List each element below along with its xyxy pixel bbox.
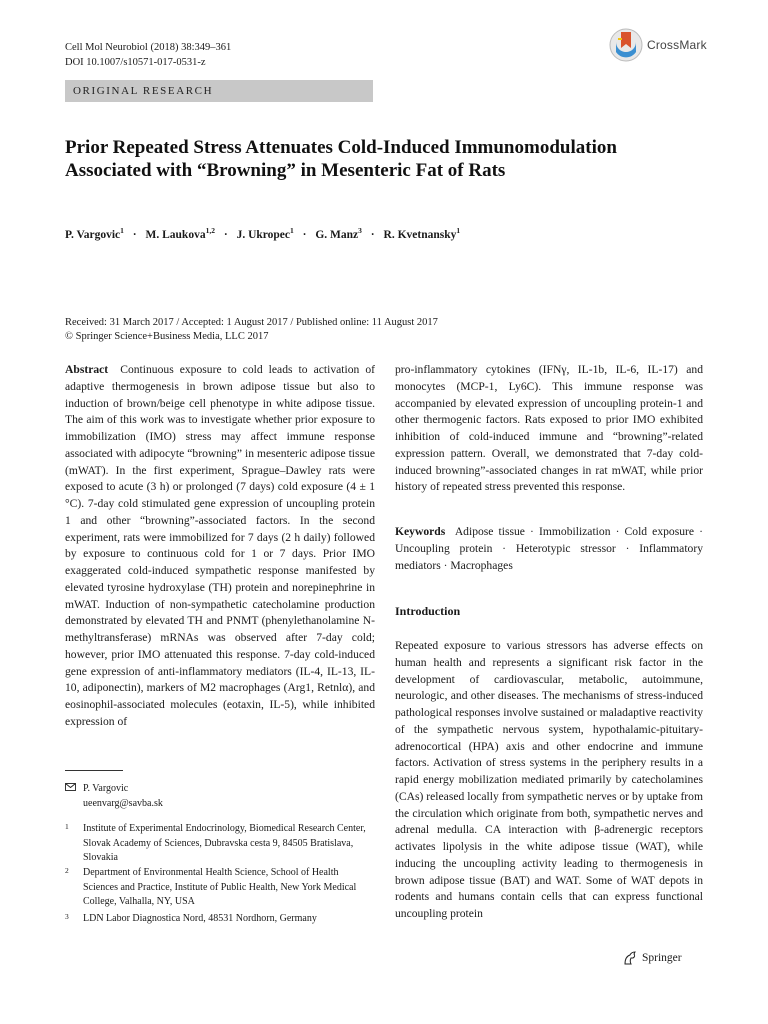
crossmark-icon	[609, 28, 643, 62]
corresponding-email[interactable]: ueenvarg@savba.sk	[83, 797, 163, 809]
author-separator: ·	[132, 228, 137, 241]
crossmark-label: CrossMark	[647, 38, 707, 52]
author-name[interactable]: J. Ukropec	[236, 228, 291, 241]
affiliation-text: Institute of Experimental Endocrinology, Biomedical Research Center, Slovak Academy of Sciences, Dubravska cesta 9, 84505 Bratislava, Slovakia	[83, 823, 366, 863]
affiliation-number: 2	[65, 866, 69, 875]
author-affiliation-mark: 1	[456, 226, 461, 235]
introduction-body	[395, 638, 703, 923]
author-name[interactable]: R. Kvetnansky	[383, 228, 457, 241]
abstract-paragraph	[65, 362, 375, 731]
affiliation-text: Department of Environmental Health Science, School of Health Sciences and Practice, Institute of Public Health, New York Medical College, Valhalla, NY, USA	[83, 867, 357, 907]
keywords-text: Adipose tissue · Immobilization · Cold exposure · Uncoupling protein · Heterotypic stressor · Inflammatory mediators · Macrophages	[395, 525, 703, 572]
author-affiliation-mark: 3	[358, 226, 362, 235]
author-name[interactable]: M. Laukova	[145, 228, 206, 241]
abstract-continuation: pro-inflammatory cytokines (IFNγ, IL-1b, IL-6, IL-17) and monocytes (MCP-1, Ly6C). This immune response was accompanied by elevated expression of uncoupling protein-1 and other thermogenic factors. Rats exposed to prior IMO exhibited inhibition of cold-induced immune and “browning”-related expression pattern. Overall, we demonstrated that 7-day cold-induced browning”-associated changes in rat mWAT, while prior history of repeated stress prevented this response.	[395, 363, 703, 494]
journal-citation: Cell Mol Neurobiol (2018) 38:349–361	[65, 42, 232, 53]
affiliation-item	[65, 912, 375, 927]
crossmark-badge[interactable]	[609, 28, 707, 62]
author-affiliation-mark: 1	[290, 226, 294, 235]
author-name[interactable]: G. Manz	[315, 228, 359, 241]
introduction-heading: Introduction	[395, 604, 461, 618]
abstract-text: Continuous exposure to cold leads to activation of adaptive thermogenesis in brown adipose tissue but also to induction of brown/beige cell phenotype in white adipose tissue. The aim of this work was to investigate whether prior exposure to immobilization (IMO) stress may affect immune response associated with adipocyte “browning” in mesenteric adipose tissue (mWAT). In the first experiment, Sprague–Dawley rats were exposed to acute (3 h) or prolonged (7 days) cold exposure (4 ± 1 °C). 7-day cold stimulated gene expression of uncoupling protein 1 and other “browning”-associated factors. In the second experiment, rats were immobilized for 7 days (2 h daily) followed by exposure to continuous cold for 1 or 7 days. Prior IMO exaggerated cold-induced sympathetic response manifested by elevated tyrosine hydroxylase (TH) protein and norepinephrine in mWAT. Induction of non-sympathetic catecholamine production demonstrated by elevated TH and PNMT (phenylethanolamine N-methyltransferase) mRNAs was observed after 7-day cold; however, prior IMO attenuated this response. 7-day cold-induced gene expression of anti-inflammatory mediators (IL-4, IL-13, IL-10, adiponectin), markers of M2 macrophages (Arg1, Retnlα), and eosinophil-associated molecules (eotaxin, IL-5), while inhibited expression of	[65, 363, 375, 728]
keywords-block	[395, 524, 703, 574]
author-separator: ·	[370, 228, 375, 241]
publisher-name: Springer	[642, 952, 682, 964]
author-affiliation-mark: 1,2	[205, 226, 215, 235]
author-separator: ·	[302, 228, 307, 241]
doi[interactable]: DOI 10.1007/s10571-017-0531-z	[65, 57, 206, 68]
publication-history: Received: 31 March 2017 / Accepted: 1 August 2017 / Published online: 11 August 2017	[65, 317, 438, 328]
springer-horse-icon	[622, 950, 638, 966]
corresponding-author: P. Vargovic	[83, 783, 129, 794]
article-title: Prior Repeated Stress Attenuates Cold-Induced Immunomodulation Associated with “Browning” in Mesenteric Fat of Rats	[65, 137, 617, 181]
footnote-divider	[65, 770, 123, 771]
affiliation-item	[65, 866, 375, 910]
author-list	[65, 226, 460, 241]
affiliation-text: LDN Labor Diagnostica Nord, 48531 Nordhorn, Germany	[83, 913, 317, 924]
abstract-label: Abstract	[65, 363, 109, 376]
article-type-banner: ORIGINAL RESEARCH	[65, 80, 373, 102]
affiliation-item	[65, 822, 375, 866]
abstract-column-right	[395, 362, 703, 496]
author-separator: ·	[223, 228, 228, 241]
author-affiliation-mark: 1	[120, 226, 124, 235]
affiliation-number: 1	[65, 822, 69, 831]
abstract-column-left	[65, 362, 375, 731]
envelope-icon	[65, 783, 76, 794]
copyright-line: © Springer Science+Business Media, LLC 2017	[65, 331, 269, 342]
introduction-paragraph: Repeated exposure to various stressors has adverse effects on human health and represents a significant risk factor in the development of cardiovascular, metabolic, autoimmune, neurologic, and other diseases. The mechanisms of stress-induced pathological responses involve sustained or maladaptive reactivity of the sympathetic nervous system, hypothalamic-pituitary-adrenocortical (HPA) axis and other endocrine and immune factors. Activation of stress systems in the periphery results in a rapid energy mobilization mediated primarily by catecholamines (CAs) released locally from sympathetic nerves or by uptake from the circulation which originate from both, sympathetic nerves and adrenal medulla. CA interaction with β-adrenergic receptors activates lipolysis in the white adipose tissue (WAT), while inducing the uncoupling activity leading to thermogenesis in brown adipose tissue (BAT) and WAT. Some of WAT depots in rodents and humans contain cells that can express functional uncoupling protein	[395, 639, 703, 920]
publication-dates	[65, 316, 438, 344]
affiliation-number: 3	[65, 912, 69, 921]
publisher-logo	[622, 950, 682, 966]
author-name[interactable]: P. Vargovic	[65, 228, 121, 241]
correspondence	[65, 782, 375, 811]
keywords-label: Keywords	[395, 525, 446, 538]
